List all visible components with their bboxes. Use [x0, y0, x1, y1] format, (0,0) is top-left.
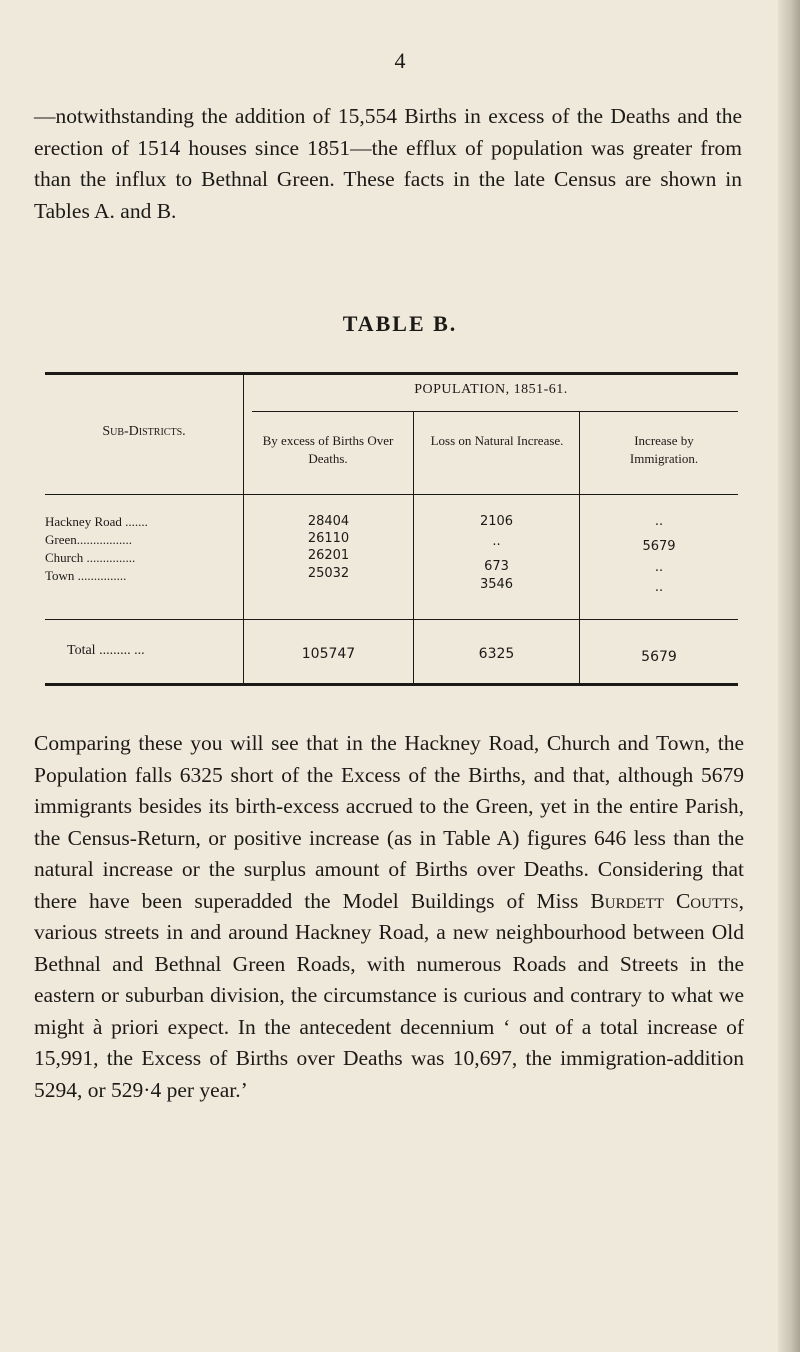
page-number: 4	[394, 48, 406, 73]
row-label: Green.................	[45, 532, 133, 547]
table-top-rule	[45, 372, 738, 375]
col-header-increase: Increase by Immigration.	[629, 433, 699, 466]
paragraph-comparison	[34, 728, 744, 1106]
cell-increase: ..	[654, 580, 664, 595]
cell-excess: 26201	[307, 548, 350, 563]
row-header-subdistricts: Sub-Districts.	[102, 424, 186, 439]
row-label: Town ...............	[45, 568, 127, 583]
cell-excess: 28404	[307, 514, 350, 529]
header-bottom-rule	[45, 494, 738, 495]
cell-excess: 26110	[307, 531, 350, 546]
person-name: Burdett Coutts	[590, 888, 739, 913]
cell-loss: 3546	[479, 577, 514, 592]
cell-loss: 2106	[479, 514, 514, 529]
col-group-header: POPULATION, 1851-61.	[414, 382, 568, 397]
cell-increase: ..	[654, 514, 664, 529]
total-excess: 105747	[301, 646, 356, 662]
paragraph-text-2: , various streets in and around Hackney Road, a new neighbourhood between Old Bethnal and Bethnal Green Roads, with numerous Roads and Streets in the eastern or suburban division, the circumstance is curious and contrary to what we might à priori expect. In the antecedent decennium ‘ out of a total increase of 15,991, the Excess of Births over Deaths was 10,697, the immigration-addition 5294, or 529·4 per year.’	[34, 888, 745, 1102]
cell-excess: 25032	[307, 566, 350, 581]
total-loss: 6325	[478, 646, 515, 662]
col-header-loss: Loss on Natural Increase.	[430, 433, 564, 448]
table-title: TABLE B.	[342, 311, 458, 336]
total-top-rule	[45, 619, 738, 620]
row-label: Church ...............	[45, 550, 136, 565]
cell-increase: 5679	[642, 539, 676, 554]
header-group-rule	[252, 411, 738, 412]
population-table	[45, 372, 738, 686]
paragraph-text-1: Comparing these you will see that in the Hackney Road, Church and Town, the Population falls 6325 short of the Excess of the Births, and that, although 5679 immigrants besides its birth-excess accrued to the Green, yet in the entire Parish, the Census-Return, or positive increase (as in Table A) figures 646 less than the natural increase or the surplus amount of Births over Deaths. Considering that there have been superadded the Model Buildings of Miss	[34, 731, 744, 913]
row-label: Hackney Road .......	[45, 514, 148, 529]
col-header-excess: By excess of Births Over Deaths.	[262, 433, 394, 466]
cell-increase: ..	[654, 560, 664, 575]
total-label: Total ......... ...	[67, 643, 145, 658]
total-increase: 5679	[641, 649, 677, 665]
cell-loss: 673	[484, 559, 509, 574]
cell-loss: ..	[492, 534, 501, 549]
page-edge-shadow	[778, 0, 800, 1352]
paragraph-intro: —notwithstanding the addition of 15,554 Births in excess of the Deaths and the erection of 1514 houses since 1851—the efflux of population was greater from than the influx to Bethnal Green. These facts in the late Census are shown in Tables A. and B.	[34, 104, 742, 223]
table-bottom-rule	[45, 683, 738, 686]
